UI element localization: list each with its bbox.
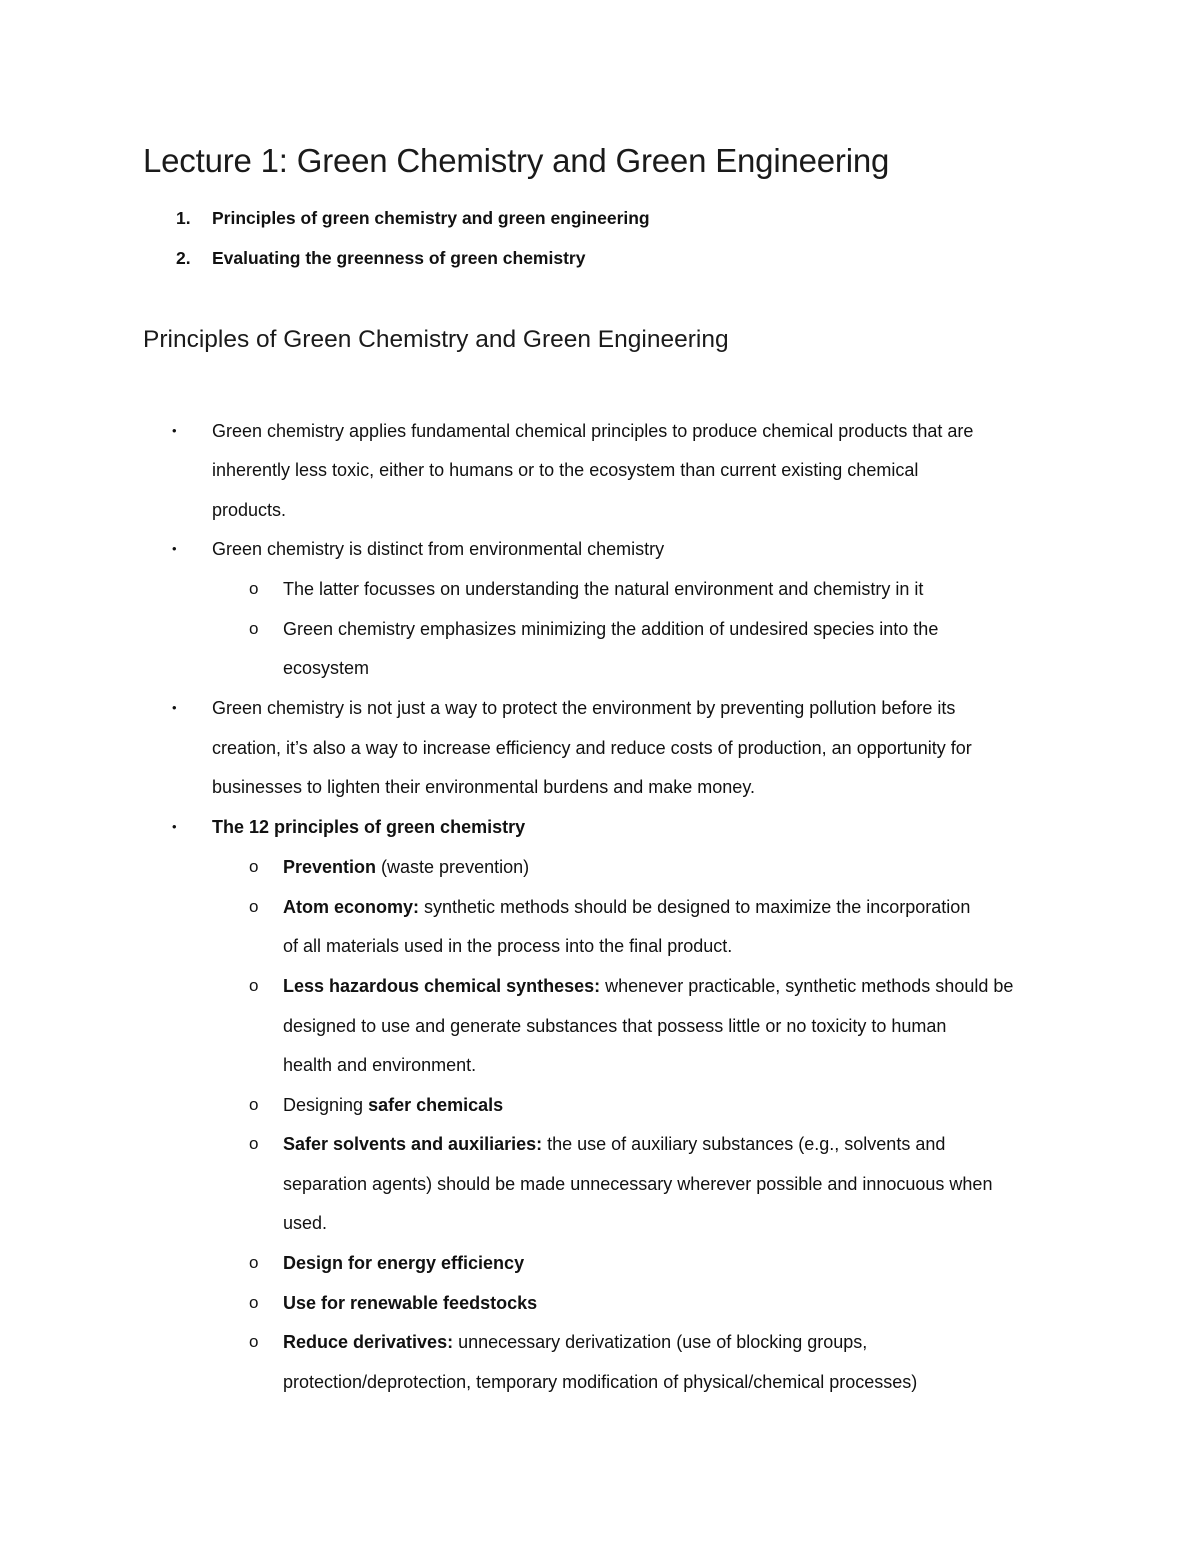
- principle-item: [283, 1330, 867, 1354]
- sub-bullet-marker: o: [249, 1095, 259, 1114]
- body-line: creation, it’s also a way to increase efficiency and reduce costs of production, an opportunity for: [212, 738, 972, 758]
- body-line: used.: [283, 1213, 328, 1233]
- bold-text: safer chemicals: [368, 1095, 504, 1115]
- body-line: ecosystem: [283, 658, 370, 678]
- principle-item: [283, 1251, 524, 1275]
- body-line: Green chemistry applies fundamental chemical principles to produce chemical products that are: [212, 421, 974, 441]
- principle-item: [283, 855, 529, 879]
- body-text: synthetic methods should be designed to maximize the incorporation: [419, 897, 971, 917]
- bold-text: Use for renewable feedstocks: [283, 1293, 538, 1313]
- bold-text: The 12 principles of green chemistry: [212, 817, 526, 837]
- outline-item-2: [176, 248, 585, 269]
- section-heading: Principles of Green Chemistry and Green Engineering: [143, 326, 729, 353]
- outline-item-1: [176, 208, 650, 229]
- bullet-marker: •: [172, 541, 177, 556]
- body-line: businesses to lighten their environmental burdens and make money.: [212, 777, 755, 797]
- sub-bullet-marker: o: [249, 619, 259, 638]
- principle-item: [283, 974, 1013, 998]
- body-line: separation agents) should be made unnecessary wherever possible and innocuous when: [283, 1174, 993, 1194]
- outline-text: Principles of green chemistry and green engineering: [212, 208, 650, 228]
- body-text: (waste prevention): [376, 857, 530, 877]
- outline-number: 2.: [176, 248, 191, 268]
- body-line: products.: [212, 500, 287, 520]
- outline-number: 1.: [176, 208, 191, 228]
- page-title: Lecture 1: Green Chemistry and Green Engineering: [143, 142, 890, 179]
- bold-text: Reduce derivatives:: [283, 1332, 454, 1352]
- outline-text: Evaluating the greenness of green chemistry: [212, 248, 586, 268]
- principle-item: [283, 1291, 537, 1315]
- sub-bullet-marker: o: [249, 1332, 259, 1351]
- bold-text: Less hazardous chemical syntheses:: [283, 976, 601, 996]
- body-text: the use of auxiliary substances (e.g., solvents and: [542, 1134, 946, 1154]
- body-line: protection/deprotection, temporary modification of physical/chemical processes): [283, 1372, 918, 1392]
- body-line: Green chemistry is distinct from environmental chemistry: [212, 539, 665, 559]
- body-text: unnecessary derivatization (use of blocking groups,: [453, 1332, 868, 1352]
- body-line: Green chemistry emphasizes minimizing the addition of undesired species into the: [283, 619, 939, 639]
- body-text: whenever practicable, synthetic methods should be: [600, 976, 1014, 996]
- principle-item: [283, 1093, 503, 1117]
- sub-bullet-marker: o: [249, 1253, 259, 1272]
- body-line: designed to use and generate substances that possess little or no toxicity to human: [283, 1016, 947, 1036]
- body-line: Green chemistry is not just a way to protect the environment by preventing pollution before its: [212, 698, 956, 718]
- body-line: health and environment.: [283, 1055, 477, 1075]
- sub-bullet-marker: o: [249, 579, 259, 598]
- bullet-marker: •: [172, 819, 177, 834]
- sub-bullet-marker: o: [249, 1293, 259, 1312]
- body-text: Designing: [283, 1095, 369, 1115]
- bold-text: Atom economy:: [283, 897, 420, 917]
- body-line: [212, 815, 525, 839]
- sub-bullet-marker: o: [249, 857, 259, 876]
- body-line: The latter focusses on understanding the natural environment and chemistry in it: [283, 579, 924, 599]
- principle-item: [283, 1132, 945, 1156]
- bold-text: Safer solvents and auxiliaries:: [283, 1134, 543, 1154]
- bullet-marker: •: [172, 423, 177, 438]
- bold-text: Prevention: [283, 857, 377, 877]
- principle-item: [283, 895, 970, 919]
- sub-bullet-marker: o: [249, 897, 259, 916]
- bold-text: Design for energy efficiency: [283, 1253, 525, 1273]
- sub-bullet-marker: o: [249, 976, 259, 995]
- body-line: inherently less toxic, either to humans or to the ecosystem than current existing chemical: [212, 460, 919, 480]
- body-line: of all materials used in the process into the final product.: [283, 936, 733, 956]
- sub-bullet-marker: o: [249, 1134, 259, 1153]
- bullet-marker: •: [172, 700, 177, 715]
